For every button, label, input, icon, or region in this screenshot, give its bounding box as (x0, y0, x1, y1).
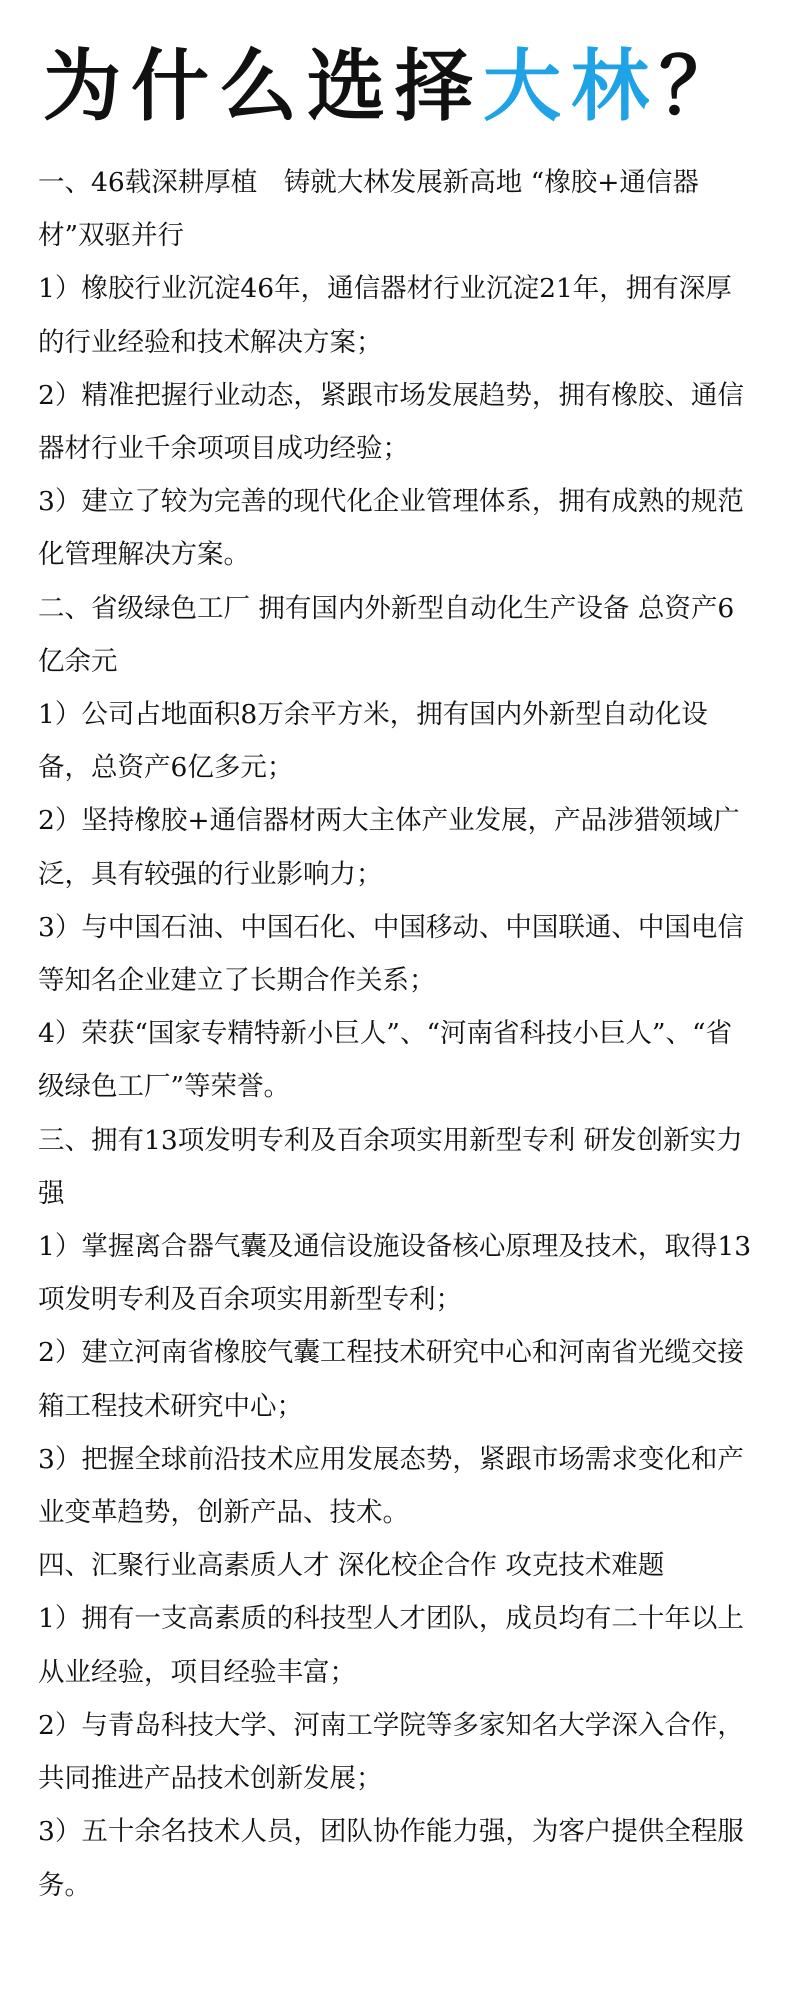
list-item: 2）与青岛科技大学、河南工学院等多家知名大学深入合作，共同推进产品技术创新发展； (38, 1709, 744, 1795)
list-item: 1）橡胶行业沉淀46年，通信器材行业沉淀21年，拥有深厚的行业经验和技术解决方案； (38, 273, 732, 358)
list-item: 2）精准把握行业动态，紧跟市场发展趋势，拥有橡胶、通信器材行业千余项项目成功经验； (38, 379, 744, 465)
section-heading-3: 三、拥有13项发明专利及百余项实用新型专利 研发创新实力强 (38, 1124, 743, 1209)
list-item: 4）荣获“国家专精特新小巨人”、“河南省科技小巨人”、“省级绿色工厂”等荣誉。 (38, 1018, 733, 1103)
list-item: 2）建立河南省橡胶气囊工程技术研究中心和河南省光缆交接箱工程技术研究中心； (38, 1337, 744, 1422)
section-heading-1: 一、46载深耕厚植 铸就大林发展新高地 “橡胶+通信器材”双驱并行 (38, 167, 699, 252)
list-item: 3）建立了较为完善的现代化企业管理体系，拥有成熟的规范化管理解决方案。 (38, 486, 744, 571)
list-item: 3）与中国石油、中国石化、中国移动、中国联通、中国电信等知名企业建立了长期合作关系； (38, 911, 744, 997)
page-title (0, 32, 790, 142)
list-item: 3）五十余名技术人员，团队协作能力强，为客户提供全程服务。 (38, 1816, 744, 1901)
list-item: 1）拥有一支高素质的科技型人才团队，成员均有二十年以上从业经验，项目经验丰富； (38, 1603, 744, 1688)
list-item: 1）公司占地面积8万余平方米，拥有国内外新型自动化设备，总资产6亿多元； (38, 699, 708, 784)
section-heading-4: 四、汇聚行业高素质人才 深化校企合作 攻克技术难题 (38, 1550, 665, 1582)
title-question-mark: ？ (659, 42, 748, 132)
list-item: 3）把握全球前沿技术应用发展态势，紧跟市场需求变化和产业变革趋势，创新产品、技术。 (38, 1443, 744, 1529)
list-item: 2）坚持橡胶+通信器材两大主体产业发展，产品涉猎领域广泛，具有较强的行业影响力； (38, 805, 740, 890)
list-item: 1）掌握离合器气囊及通信设施设备核心原理及技术，取得13项发明专利及百余项实用新型专利； (38, 1231, 752, 1316)
title-brand: 大林 (482, 42, 659, 132)
title-prefix: 为什么选择 (42, 42, 483, 132)
section-heading-2: 二、省级绿色工厂 拥有国内外新型自动化生产设备 总资产6亿余元 (38, 592, 735, 677)
article-body (38, 156, 752, 1912)
